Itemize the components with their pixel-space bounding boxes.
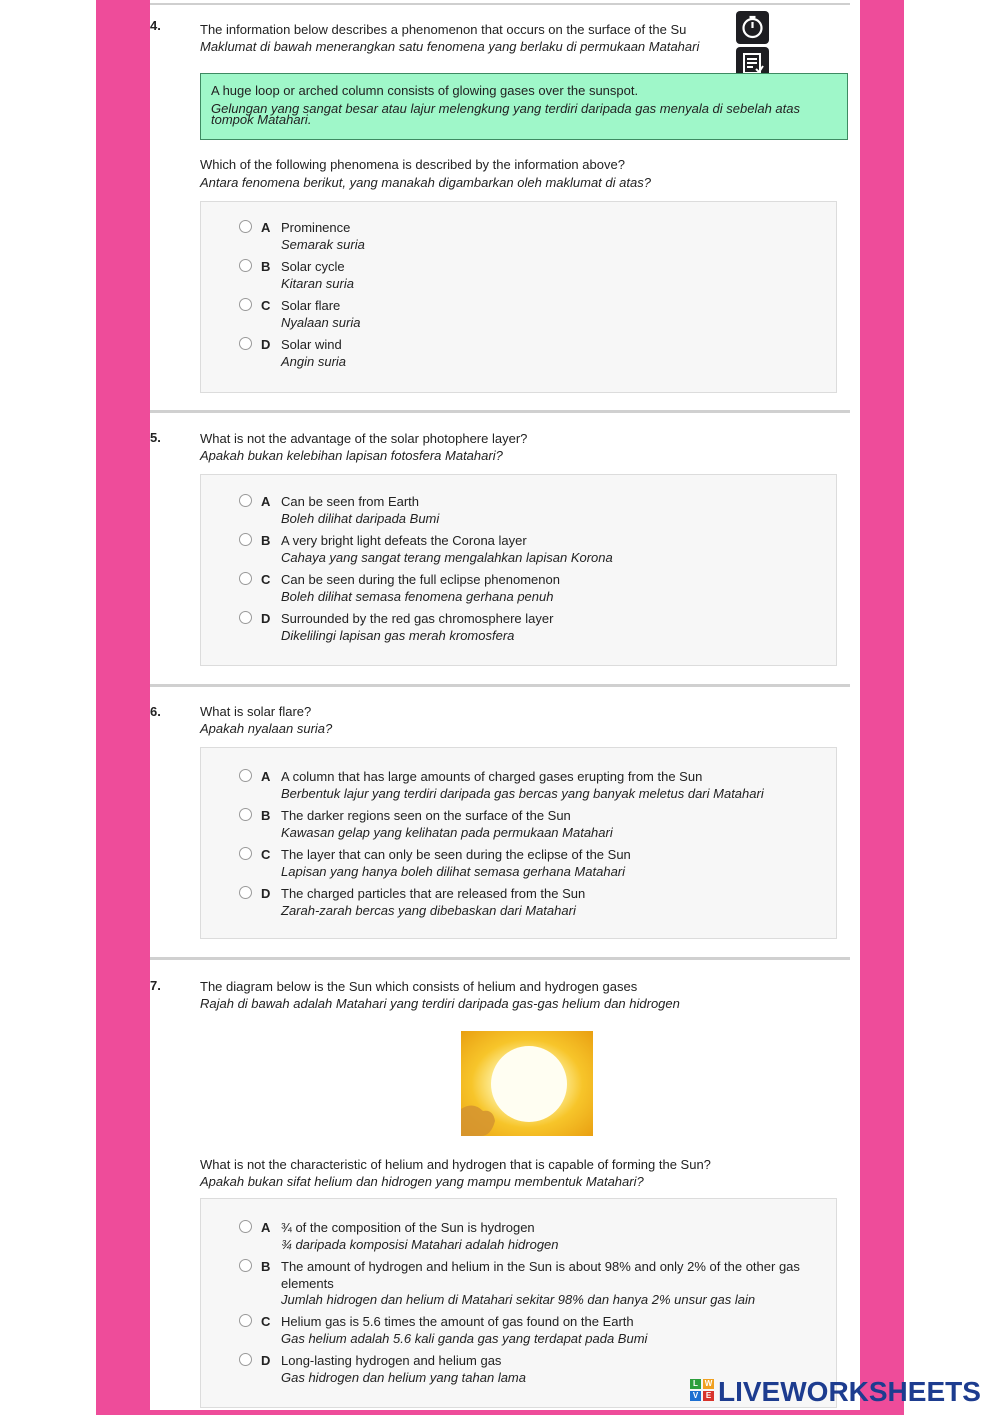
q7-number: 7.	[150, 978, 161, 993]
radio-button[interactable]	[239, 220, 252, 233]
right-pink-border	[860, 0, 904, 1415]
q5-question-en: What is not the advantage of the solar photophere layer?	[200, 431, 528, 446]
radio-button[interactable]	[239, 808, 252, 821]
q7-intro-ms: Rajah di bawah adalah Matahari yang terdiri daripada gas-gas helium dan hidrogen	[200, 996, 680, 1011]
q4-question-en: Which of the following phenomena is described by the information above?	[200, 157, 625, 172]
radio-button[interactable]	[239, 886, 252, 899]
radio-button[interactable]	[239, 337, 252, 350]
q6-question-ms: Apakah nyalaan suria?	[200, 721, 333, 736]
liveworksheets-logo-icon: L W V E	[690, 1379, 716, 1403]
radio-button[interactable]	[239, 494, 252, 507]
q7-intro-en: The diagram below is the Sun which consists of helium and hydrogen gases	[200, 979, 638, 994]
q4-number: 4.	[150, 18, 161, 33]
q7-question-ms: Apakah bukan sifat helium dan hidrogen yang mampu membentuk Matahari?	[200, 1174, 644, 1189]
timer-icon	[736, 11, 769, 44]
separator	[150, 684, 850, 687]
q4-intro-en: The information below describes a phenomenon that occurs on the surface of the Su	[200, 22, 687, 37]
radio-button[interactable]	[239, 572, 252, 585]
brand-name: LIVEWORKSHEETS	[718, 1376, 981, 1407]
bottom-pink-strip	[96, 1410, 904, 1415]
radio-button[interactable]	[239, 1220, 252, 1233]
radio-button[interactable]	[239, 298, 252, 311]
radio-button[interactable]	[239, 847, 252, 860]
q6-question-en: What is solar flare?	[200, 704, 312, 719]
q4-intro-ms: Maklumat di bawah menerangkan satu fenomena yang berlaku di permukaan Matahari	[200, 39, 700, 54]
separator	[150, 957, 850, 960]
q6-number: 6.	[150, 704, 161, 719]
separator	[150, 410, 850, 413]
radio-button[interactable]	[239, 259, 252, 272]
q4-info-ms-1: Gelungan yang sangat besar atau lajur melengkung yang terdiri daripada gas menyala di sebelah atas	[211, 101, 800, 116]
q5-number: 5.	[150, 430, 161, 445]
q4-info-ms-2: tompok Matahari.	[211, 112, 312, 127]
timer-button[interactable]	[736, 11, 769, 44]
q5-question-ms: Apakah bukan kelebihan lapisan fotosfera Matahari?	[200, 448, 503, 463]
top-separator	[150, 3, 850, 5]
q7-question-en: What is not the characteristic of helium and hydrogen that is capable of forming the Sun?	[200, 1157, 711, 1172]
left-pink-border	[96, 0, 150, 1415]
sun-image	[461, 1031, 593, 1136]
liveworksheets-logo[interactable]	[690, 1376, 990, 1406]
q4-question-ms: Antara fenomena berikut, yang manakah digambarkan oleh maklumat di atas?	[200, 175, 651, 190]
radio-button[interactable]	[239, 1314, 252, 1327]
radio-button[interactable]	[239, 1259, 252, 1272]
q4-info-box	[200, 73, 848, 140]
radio-button[interactable]	[239, 1353, 252, 1366]
radio-button[interactable]	[239, 769, 252, 782]
radio-button[interactable]	[239, 611, 252, 624]
radio-button[interactable]	[239, 533, 252, 546]
q4-info-en: A huge loop or arched column consists of glowing gases over the sunspot.	[211, 83, 639, 98]
